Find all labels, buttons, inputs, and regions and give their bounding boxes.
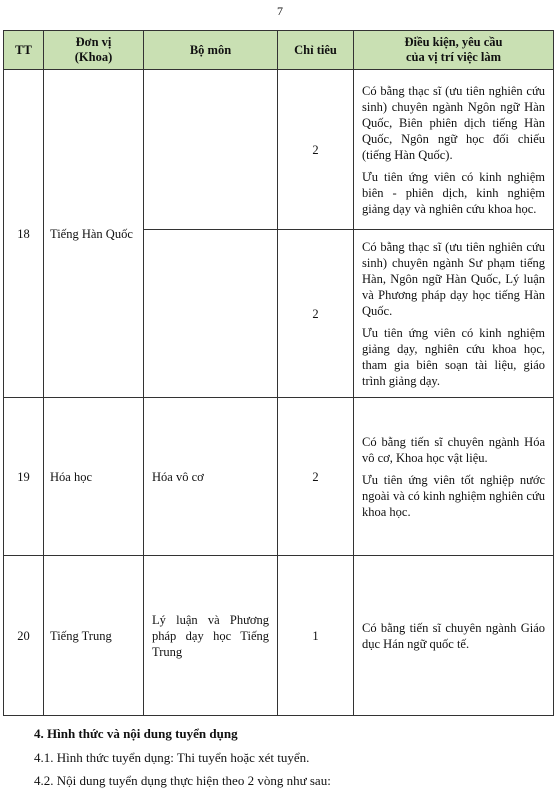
header-subject: Bộ môn <box>144 31 278 70</box>
section-heading: 4. Hình thức và nội dung tuyển dụng <box>34 726 238 741</box>
requirement-text: Ưu tiên ứng viên có kinh nghiệm giảng dạy, nghiên cứu khoa học, tham gia biên soạn tài liệu, giáo trình giảng dạy. <box>362 325 545 388</box>
quota-value: 1 <box>278 556 354 716</box>
header-requirements: Điều kiện, yêu cầu của vị trí việc làm <box>354 31 554 70</box>
requirement-text: Có bằng thạc sĩ (ưu tiên nghiên cứu sinh) chuyên ngành Sư phạm tiếng Hàn, Ngôn ngữ Hàn Quốc, Lý luận và Phương pháp dạy học tiếng Hàn Quốc. <box>362 239 545 318</box>
subject-name <box>144 230 278 398</box>
requirement-text: Có bằng thạc sĩ (ưu tiên nghiên cứu sinh) chuyên ngành Ngôn ngữ Hàn Quốc, Biên phiên dịch tiếng Hàn Quốc, Ngôn ngữ học đối chiếu (tiếng Hàn Quốc). <box>362 83 545 162</box>
row-number: 20 <box>4 556 44 716</box>
unit-name: Tiếng Hàn Quốc <box>44 70 144 398</box>
table-row <box>4 398 554 556</box>
subject-name: Lý luận và Phương pháp dạy học Tiếng Trung <box>144 556 278 716</box>
requirement-text: Ưu tiên ứng viên có kinh nghiệm biên - phiên dịch, kinh nghiệm giảng dạy và nghiên cứu khoa học. <box>362 169 545 216</box>
section-item: 4.1. Hình thức tuyển dụng: Thi tuyển hoặc xét tuyển. <box>34 749 310 765</box>
unit-name: Hóa học <box>44 398 144 556</box>
subject-name <box>144 70 278 230</box>
header-tt: TT <box>4 31 44 70</box>
quota-value: 2 <box>278 70 354 230</box>
header-quota: Chỉ tiêu <box>278 31 354 70</box>
quota-value: 2 <box>278 398 354 556</box>
requirement-text: Có bằng tiến sĩ chuyên ngành Giáo dục Hán ngữ quốc tế. <box>362 620 545 651</box>
requirements-cell <box>354 556 554 716</box>
table-header-row <box>4 31 554 70</box>
requirements-cell <box>354 398 554 556</box>
row-number: 19 <box>4 398 44 556</box>
section-item: 4.2. Nội dung tuyển dụng thực hiện theo 2 vòng như sau: <box>34 773 331 789</box>
table-row <box>4 556 554 716</box>
unit-name: Tiếng Trung <box>44 556 144 716</box>
requirements-cell <box>354 70 554 230</box>
recruitment-table <box>3 30 554 716</box>
page-number: 7 <box>277 4 283 18</box>
requirement-text: Ưu tiên ứng viên tốt nghiệp nước ngoài và có kinh nghiệm nghiên cứu khoa học. <box>362 472 545 519</box>
requirement-text: Có bằng tiến sĩ chuyên ngành Hóa vô cơ, Khoa học vật liệu. <box>362 434 545 465</box>
table-row <box>4 70 554 230</box>
requirements-cell <box>354 230 554 398</box>
quota-value: 2 <box>278 230 354 398</box>
subject-name: Hóa vô cơ <box>144 398 278 556</box>
recruitment-method-section <box>34 726 534 797</box>
header-unit: Đơn vị (Khoa) <box>44 31 144 70</box>
row-number: 18 <box>4 70 44 398</box>
